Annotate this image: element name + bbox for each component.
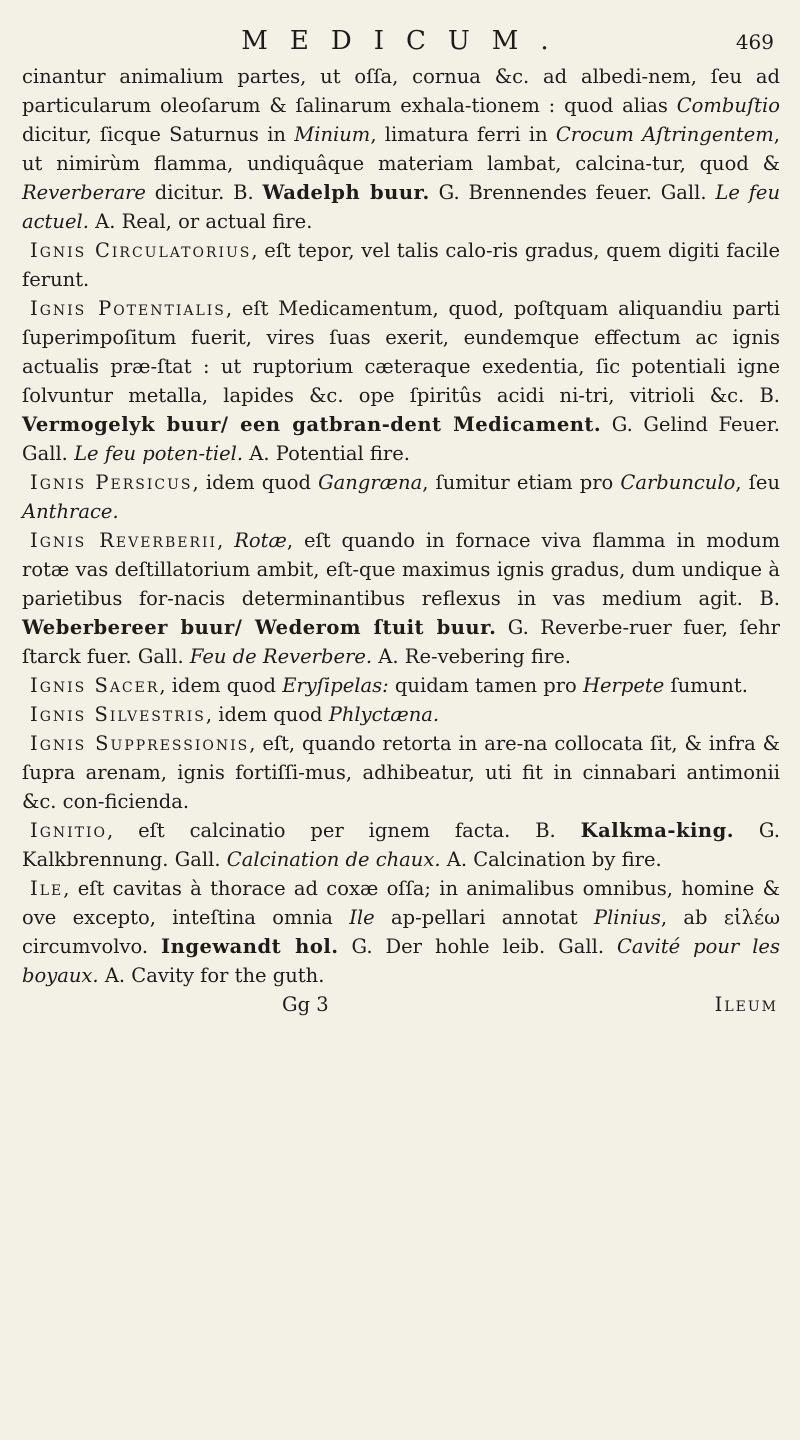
entry-headword: Ignis Potentialis (30, 297, 226, 320)
entry-headword: Ignis Sacer (30, 674, 160, 697)
italic-term: Herpete (583, 674, 665, 697)
italic-term: Le feu poten-tiel. (74, 442, 244, 465)
entry-text: G. Kalkbrennung. Gall. (22, 819, 780, 871)
entry-headword: Ignis Circulatorius (30, 239, 252, 262)
catchword: Ileum (714, 993, 778, 1016)
entry-text: , eſt quando in fornace viva flamma in modum rotæ vas deſtillatorium ambit, eſt-que maximus ignis gradus, dum undique à parietibus for-nacis determinantibus reflexus in vas medium agit. B. (22, 529, 780, 610)
entry-text: G. Gelind Feuer. Gall. (22, 413, 780, 465)
dutch-blackletter-gloss: Ingewandt hol. (161, 935, 339, 958)
italic-term: Feu de Reverbere. (189, 645, 373, 668)
italic-term: Minium (294, 123, 371, 146)
italic-term: Gangræna (318, 471, 423, 494)
entry-text: , idem quod (159, 674, 283, 697)
entry-text: ſumunt. (664, 674, 748, 697)
entry-text: , idem quod (192, 471, 319, 494)
entry-text: , ut nimirùm flamma, undiquâque materiam lambat, calcina-tur, quod & (22, 123, 780, 175)
entry-text: , ſeu (735, 471, 781, 494)
signature-mark: Gg 3 (282, 993, 329, 1016)
dictionary-entry (22, 874, 780, 990)
running-title: MEDICUM. (241, 26, 571, 56)
italic-term: Rotæ (234, 529, 287, 552)
page-footer (22, 990, 780, 1019)
entry-headword: Ignitio (30, 819, 108, 842)
entry-text: A. Real, or actual fire. (88, 210, 313, 233)
entry-text: A. Re-vebering fire. (372, 645, 572, 668)
entry-text: , eſt, quando retorta in are-na collocata ſit, & infra & ſupra arenam, ignis fortiſſi-mus, adhibeatur, uti fit in cinnabari antimonii &c. con-ficienda. (22, 732, 780, 813)
entry-text: dicitur, ſicque Saturnus in (22, 123, 295, 146)
entry-text: , idem quod (205, 703, 329, 726)
entry-text: cinantur animalium partes, ut oſſa, cornua &c. ad albedi-nem, ſeu ad particularum oleoſarum & ſalinarum exhala-tionem : quod alias (22, 65, 780, 117)
italic-term: Anthrace. (22, 500, 119, 523)
entry-text: , (217, 529, 235, 552)
entry-text: G. Brennendes feuer. Gall. (429, 181, 716, 204)
entry-text: , ab εἰλέω circumvolvo. (22, 906, 780, 958)
italic-term: Eryſipelas: (282, 674, 389, 697)
dictionary-entry (22, 468, 780, 526)
dictionary-entry (22, 236, 780, 294)
italic-term: Calcination de chaux. (226, 848, 441, 871)
page-number: 469 (735, 30, 774, 54)
entry-text: A. Calcination by fire. (440, 848, 662, 871)
dictionary-entry (22, 700, 780, 729)
dictionary-entry (22, 729, 780, 816)
continued-entry (22, 62, 780, 236)
entry-text: , eſt cavitas à thorace ad coxæ oſſa; in animalibus omnibus, homine & ove excepto, inteſtina omnia (22, 877, 780, 929)
italic-term: Cavité pour les boyaux. (22, 935, 780, 987)
entry-text: , eſt Medicamentum, quod, poſtquam aliquandiu parti ſuperimpoſitum fuerit, vires ſuas exerit, eundemque effectum ac ignis actualis præ-ſtat : ut ruptorium cæteraque exedentia, ſic potentiali igne ſolvuntur metalla, lapides &c. ope ſpiritûs acidi ni-tri, vitrioli &c. B. (22, 297, 780, 407)
entry-headword: Ile (30, 877, 64, 900)
entry-text: dicitur. B. (145, 181, 263, 204)
italic-term: Ile (349, 906, 375, 929)
dictionary-entry (22, 671, 780, 700)
italic-term: Plinius (593, 906, 661, 929)
italic-term: Carbunculo (620, 471, 736, 494)
entry-text: , eſt tepor, vel talis calo-ris gradus, quem digiti facile ferunt. (22, 239, 780, 291)
entry-headword: Ignis Persicus (30, 471, 193, 494)
italic-term: Crocum Aſtringentem (555, 123, 774, 146)
entry-text: G. Reverbe-ruer fuer, ſehr ſtarck fuer. Gall. (22, 616, 780, 668)
dictionary-entry (22, 526, 780, 671)
entry-headword: Ignis Silvestris (30, 703, 206, 726)
dutch-blackletter-gloss: Wadelph buur. (262, 181, 430, 204)
italic-term: Reverberare (22, 181, 146, 204)
entry-text: ap-pellari annotat (374, 906, 594, 929)
italic-term: Combuſtio (676, 94, 780, 117)
entry-text: , ſumitur etiam pro (422, 471, 621, 494)
dictionary-entry (22, 294, 780, 468)
entry-text: G. Der hohle leib. Gall. (338, 935, 618, 958)
entry-text: , limatura ferri in (370, 123, 556, 146)
dictionary-text (22, 62, 780, 990)
entry-text: A. Potential fire. (243, 442, 410, 465)
entry-text: quidam tamen pro (388, 674, 583, 697)
dutch-blackletter-gloss: Weberbereer buur/ Wederom ſtuit buur. (22, 616, 497, 639)
entry-headword: Ignis Suppressionis (30, 732, 250, 755)
italic-term: Le feu actuel. (22, 181, 781, 233)
italic-term: Phlyctæna. (328, 703, 440, 726)
entry-text: A. Cavity for the guth. (98, 964, 325, 987)
entry-text: , eſt calcinatio per ignem facta. B. (107, 819, 581, 842)
dutch-blackletter-gloss: Kalkma-king. (580, 819, 735, 842)
dutch-blackletter-gloss: Vermogelyk buur/ een gatbran-dent Medicament. (22, 413, 602, 436)
page-header (22, 18, 780, 62)
entry-headword: Ignis Reverberii (30, 529, 218, 552)
dictionary-entry (22, 816, 780, 874)
